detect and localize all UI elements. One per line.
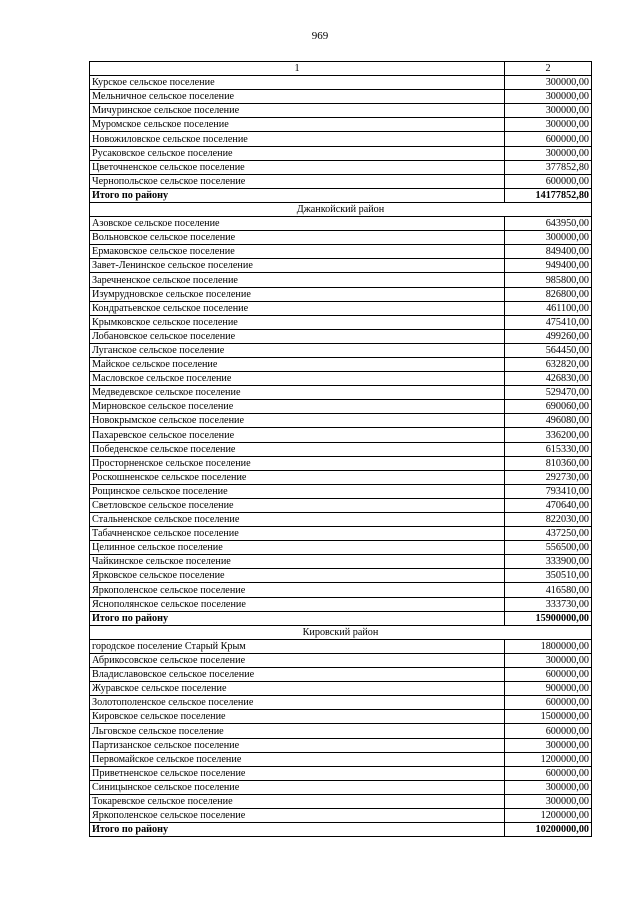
settlement-name: Медведевское сельское поселение xyxy=(90,386,505,400)
settlement-name: Майское сельское поселение xyxy=(90,357,505,371)
table-row xyxy=(90,752,592,766)
table-row xyxy=(90,372,592,386)
table-row xyxy=(90,470,592,484)
table-row xyxy=(90,357,592,371)
settlement-amount: 336200,00 xyxy=(505,428,592,442)
settlement-amount: 426830,00 xyxy=(505,372,592,386)
settlement-amount: 470640,00 xyxy=(505,498,592,512)
column-header-amount: 2 xyxy=(505,62,592,76)
table-row xyxy=(90,301,592,315)
settlement-amount: 300000,00 xyxy=(505,76,592,90)
settlement-amount: 600000,00 xyxy=(505,724,592,738)
settlement-name: городское поселение Старый Крым xyxy=(90,639,505,653)
table-row xyxy=(90,569,592,583)
settlement-name: Приветненское сельское поселение xyxy=(90,766,505,780)
settlement-name: Синицынское сельское поселение xyxy=(90,780,505,794)
table-row xyxy=(90,76,592,90)
settlement-name: Луганское сельское поселение xyxy=(90,343,505,357)
settlement-amount: 600000,00 xyxy=(505,132,592,146)
settlement-name: Кировское сельское поселение xyxy=(90,710,505,724)
table-row xyxy=(90,315,592,329)
table-row xyxy=(90,231,592,245)
settlement-name: Азовское сельское поселение xyxy=(90,217,505,231)
settlement-amount: 475410,00 xyxy=(505,315,592,329)
settlement-amount: 300000,00 xyxy=(505,231,592,245)
table-row xyxy=(90,329,592,343)
settlement-name: Мичуринское сельское поселение xyxy=(90,104,505,118)
settlement-amount: 810360,00 xyxy=(505,456,592,470)
settlement-amount: 499260,00 xyxy=(505,329,592,343)
settlement-name: Ермаковское сельское поселение xyxy=(90,245,505,259)
settlement-amount: 632820,00 xyxy=(505,357,592,371)
settlement-name: Завет-Ленинское сельское поселение xyxy=(90,259,505,273)
table-row xyxy=(90,766,592,780)
settlement-amount: 333730,00 xyxy=(505,597,592,611)
settlement-name: Чайкинское сельское поселение xyxy=(90,555,505,569)
table-row xyxy=(90,696,592,710)
settlement-amount: 826800,00 xyxy=(505,287,592,301)
total-label: Итого по району xyxy=(90,823,505,837)
settlement-amount: 333900,00 xyxy=(505,555,592,569)
settlement-amount: 985800,00 xyxy=(505,273,592,287)
allocation-table xyxy=(89,61,592,837)
district-header-row xyxy=(90,202,592,216)
settlement-amount: 1200000,00 xyxy=(505,752,592,766)
district-total-row xyxy=(90,188,592,202)
column-header-row xyxy=(90,62,592,76)
settlement-name: Заречненское сельское поселение xyxy=(90,273,505,287)
settlement-amount: 300000,00 xyxy=(505,794,592,808)
settlement-name: Токаревское сельское поселение xyxy=(90,794,505,808)
settlement-amount: 350510,00 xyxy=(505,569,592,583)
settlement-amount: 300000,00 xyxy=(505,146,592,160)
settlement-amount: 600000,00 xyxy=(505,766,592,780)
column-header-name: 1 xyxy=(90,62,505,76)
table-row xyxy=(90,484,592,498)
district-total-row xyxy=(90,611,592,625)
table-row xyxy=(90,710,592,724)
settlement-name: Чернопольское сельское поселение xyxy=(90,174,505,188)
settlement-name: Крымковское сельское поселение xyxy=(90,315,505,329)
table-row xyxy=(90,160,592,174)
settlement-name: Вольновское сельское поселение xyxy=(90,231,505,245)
settlement-name: Цветочненское сельское поселение xyxy=(90,160,505,174)
total-label: Итого по району xyxy=(90,188,505,202)
table-row xyxy=(90,456,592,470)
settlement-amount: 822030,00 xyxy=(505,513,592,527)
settlement-name: Владиславовское сельское поселение xyxy=(90,668,505,682)
settlement-name: Абрикосовское сельское поселение xyxy=(90,653,505,667)
total-amount: 10200000,00 xyxy=(505,823,592,837)
table-row xyxy=(90,217,592,231)
settlement-name: Светловское сельское поселение xyxy=(90,498,505,512)
table-row xyxy=(90,668,592,682)
settlement-name: Золотополенское сельское поселение xyxy=(90,696,505,710)
table-row xyxy=(90,343,592,357)
table-body xyxy=(90,62,592,837)
table-row xyxy=(90,498,592,512)
district-header-row xyxy=(90,625,592,639)
settlement-name: Кондратьевское сельское поселение xyxy=(90,301,505,315)
table-row xyxy=(90,583,592,597)
settlement-amount: 461100,00 xyxy=(505,301,592,315)
table-row xyxy=(90,682,592,696)
settlement-amount: 600000,00 xyxy=(505,668,592,682)
table-row xyxy=(90,541,592,555)
settlement-amount: 377852,80 xyxy=(505,160,592,174)
settlement-name: Масловское сельское поселение xyxy=(90,372,505,386)
settlement-amount: 300000,00 xyxy=(505,104,592,118)
settlement-amount: 849400,00 xyxy=(505,245,592,259)
table-row xyxy=(90,808,592,822)
table-row xyxy=(90,653,592,667)
district-total-row xyxy=(90,823,592,837)
settlement-name: Партизанское сельское поселение xyxy=(90,738,505,752)
settlement-amount: 643950,00 xyxy=(505,217,592,231)
settlement-name: Журавское сельское поселение xyxy=(90,682,505,696)
settlement-name: Муромское сельское поселение xyxy=(90,118,505,132)
settlement-name: Яркополенское сельское поселение xyxy=(90,583,505,597)
settlement-name: Первомайское сельское поселение xyxy=(90,752,505,766)
settlement-amount: 900000,00 xyxy=(505,682,592,696)
table-row xyxy=(90,118,592,132)
table-row xyxy=(90,794,592,808)
table-row xyxy=(90,639,592,653)
table-row xyxy=(90,259,592,273)
table-row xyxy=(90,174,592,188)
table-row xyxy=(90,442,592,456)
table-row xyxy=(90,780,592,794)
table-row xyxy=(90,104,592,118)
settlement-name: Ярковское сельское поселение xyxy=(90,569,505,583)
settlement-amount: 300000,00 xyxy=(505,738,592,752)
settlement-amount: 416580,00 xyxy=(505,583,592,597)
settlement-name: Табачненское сельское поселение xyxy=(90,527,505,541)
settlement-amount: 496080,00 xyxy=(505,414,592,428)
settlement-name: Яркополенское сельское поселение xyxy=(90,808,505,822)
settlement-name: Просторненское сельское поселение xyxy=(90,456,505,470)
table-row xyxy=(90,132,592,146)
table-row xyxy=(90,287,592,301)
settlement-amount: 1800000,00 xyxy=(505,639,592,653)
settlement-name: Льговское сельское поселение xyxy=(90,724,505,738)
table-row xyxy=(90,245,592,259)
page-number: 969 xyxy=(311,30,329,42)
settlement-amount: 690060,00 xyxy=(505,400,592,414)
district-name: Джанкойский район xyxy=(90,202,592,216)
table-row xyxy=(90,527,592,541)
settlement-name: Роскошненское сельское поселение xyxy=(90,470,505,484)
settlement-name: Лобановское сельское поселение xyxy=(90,329,505,343)
table-row xyxy=(90,724,592,738)
settlement-amount: 300000,00 xyxy=(505,653,592,667)
settlement-amount: 600000,00 xyxy=(505,696,592,710)
table-row xyxy=(90,400,592,414)
district-name: Кировский район xyxy=(90,625,592,639)
settlement-amount: 437250,00 xyxy=(505,527,592,541)
table-row xyxy=(90,513,592,527)
table-row xyxy=(90,273,592,287)
settlement-name: Пахаревское сельское поселение xyxy=(90,428,505,442)
table-row xyxy=(90,414,592,428)
settlement-name: Мирновское сельское поселение xyxy=(90,400,505,414)
settlement-amount: 1200000,00 xyxy=(505,808,592,822)
settlement-amount: 556500,00 xyxy=(505,541,592,555)
settlement-name: Курское сельское поселение xyxy=(90,76,505,90)
settlement-amount: 949400,00 xyxy=(505,259,592,273)
table-row xyxy=(90,146,592,160)
settlement-name: Русаковское сельское поселение xyxy=(90,146,505,160)
settlement-name: Стальненское сельское поселение xyxy=(90,513,505,527)
table-row xyxy=(90,738,592,752)
settlement-amount: 600000,00 xyxy=(505,174,592,188)
settlement-amount: 300000,00 xyxy=(505,118,592,132)
settlement-name: Новокрымское сельское поселение xyxy=(90,414,505,428)
settlement-amount: 300000,00 xyxy=(505,90,592,104)
settlement-name: Мельничное сельское поселение xyxy=(90,90,505,104)
settlement-amount: 793410,00 xyxy=(505,484,592,498)
table-row xyxy=(90,555,592,569)
settlement-amount: 564450,00 xyxy=(505,343,592,357)
table-row xyxy=(90,90,592,104)
total-amount: 14177852,80 xyxy=(505,188,592,202)
settlement-amount: 1500000,00 xyxy=(505,710,592,724)
settlement-amount: 615330,00 xyxy=(505,442,592,456)
table-row xyxy=(90,386,592,400)
settlement-amount: 292730,00 xyxy=(505,470,592,484)
total-label: Итого по району xyxy=(90,611,505,625)
settlement-amount: 300000,00 xyxy=(505,780,592,794)
settlement-name: Новожиловское сельское поселение xyxy=(90,132,505,146)
settlement-name: Рощинское сельское поселение xyxy=(90,484,505,498)
settlement-name: Изумрудновское сельское поселение xyxy=(90,287,505,301)
table-row xyxy=(90,597,592,611)
total-amount: 15900000,00 xyxy=(505,611,592,625)
settlement-name: Победенское сельское поселение xyxy=(90,442,505,456)
settlement-amount: 529470,00 xyxy=(505,386,592,400)
table-row xyxy=(90,428,592,442)
settlement-name: Яснополянское сельское поселение xyxy=(90,597,505,611)
settlement-name: Целинное сельское поселение xyxy=(90,541,505,555)
